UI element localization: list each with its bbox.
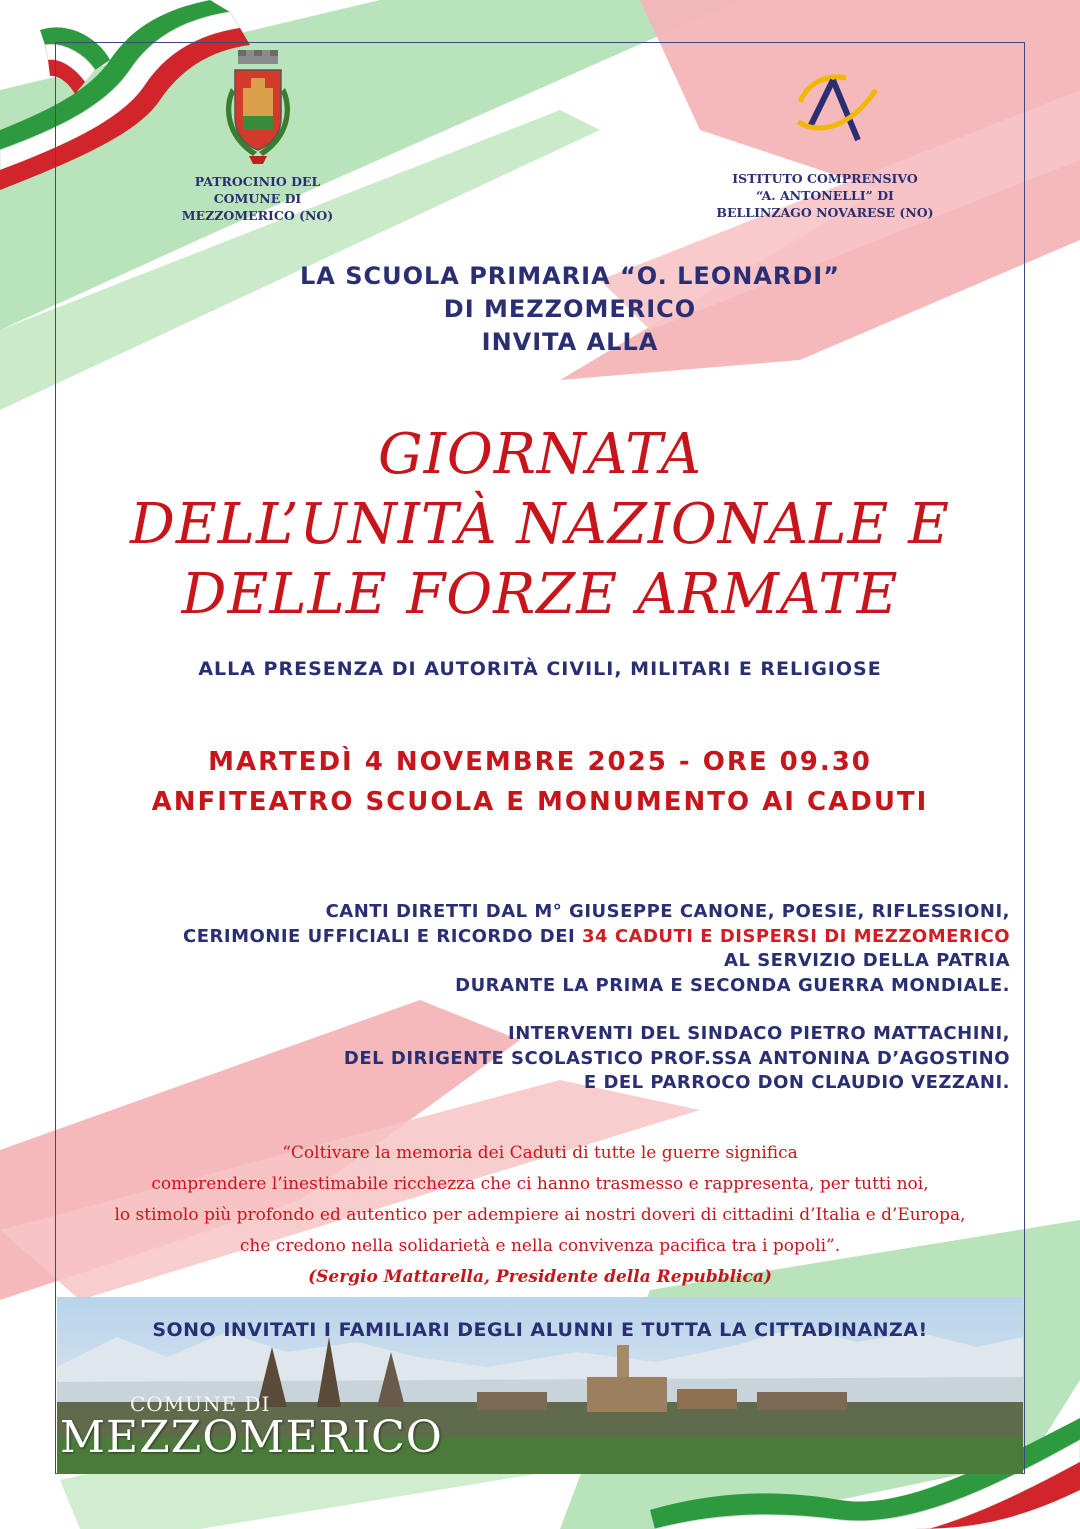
program-text [150, 900, 1010, 1096]
program-line: AL SERVIZIO DELLA PATRIA [724, 950, 1010, 971]
patron-text [150, 173, 365, 224]
intro-line: INVITA ALLA [481, 328, 659, 356]
program-line: E DEL PARROCO DON CLAUDIO VEZZANI. [583, 1072, 1010, 1093]
school-organization-text [690, 170, 960, 221]
program-line [150, 925, 1010, 950]
coat-of-arms-icon [213, 48, 303, 168]
program-line: DEL DIRIGENTE SCOLASTICO PROF.SSA ANTONINA D’AGOSTINO [343, 1047, 1010, 1069]
date-line: MARTEDÌ 4 NOVEMBRE 2025 - ORE 09.30 [208, 747, 872, 777]
place-line: ANFITEATRO SCUOLA E MONUMENTO AI CADUTI [151, 787, 929, 817]
quote-author: (Sergio Mattarella, Presidente della Repubblica) [308, 1267, 772, 1287]
school-line: BELLINZAGO NOVARESE (NO) [716, 205, 934, 220]
intro-line: DI MEZZOMERICO [443, 295, 697, 323]
comune-logo-big: MEZZOMERICO [60, 1412, 443, 1463]
quote-line: comprendere l’inestimabile ricchezza che ci hanno trasmesso e rappresenta, per tutti noi, [151, 1174, 929, 1194]
title-line: GIORNATA [377, 422, 703, 487]
program-line: DURANTE LA PRIMA E SECONDA GUERRA MONDIALE. [455, 974, 1010, 996]
quote-line: che credono nella solidarietà e nella convivenza pacifica tra i popoli”. [239, 1236, 841, 1256]
program-line-start: CERIMONIE UFFICIALI E RICORDO DEI [183, 925, 582, 947]
patron-line: PATROCINIO DEL [194, 174, 321, 189]
intro-line: LA SCUOLA PRIMARIA “O. LEONARDI” [299, 262, 840, 290]
patron-line: MEZZOMERICO (NO) [181, 208, 334, 223]
event-title [120, 420, 960, 630]
fallen-highlight: 34 CADUTI E DISPERSI DI MEZZOMERICO [582, 925, 1010, 947]
school-line: ISTITUTO COMPRENSIVO [732, 171, 918, 186]
quote-line: lo stimolo più profondo ed autentico per adempiere ai nostri doveri di cittadini d’Italia e d’Europa, [114, 1205, 966, 1225]
quote-block [80, 1138, 1000, 1293]
quote-line: “Coltivare la memoria dei Caduti di tutte le guerre significa [282, 1143, 798, 1163]
title-line: DELL’UNITÀ NAZIONALE E [130, 492, 950, 557]
invitation-text: SONO INVITATI I FAMILIARI DEGLI ALUNNI E TUTTA LA CITTADINANZA! [152, 1319, 928, 1341]
program-line: CANTI DIRETTI DAL M° GIUSEPPE CANONE, POESIE, RIFLESSIONI, [325, 901, 1010, 922]
intro-text [200, 260, 940, 359]
comune-logo-small: COMUNE DI [130, 1392, 271, 1416]
title-line: DELLE FORZE ARMATE [181, 562, 899, 627]
school-logo-icon [788, 72, 888, 147]
program-line: INTERVENTI DEL SINDACO PIETRO MATTACHINI, [508, 1023, 1010, 1044]
event-datetime [80, 742, 1000, 822]
patron-line: COMUNE DI [213, 191, 302, 206]
school-line: “A. ANTONELLI” DI [756, 188, 894, 203]
presence-text: ALLA PRESENZA DI AUTORITÀ CIVILI, MILITARI E RELIGIOSE [198, 658, 882, 680]
